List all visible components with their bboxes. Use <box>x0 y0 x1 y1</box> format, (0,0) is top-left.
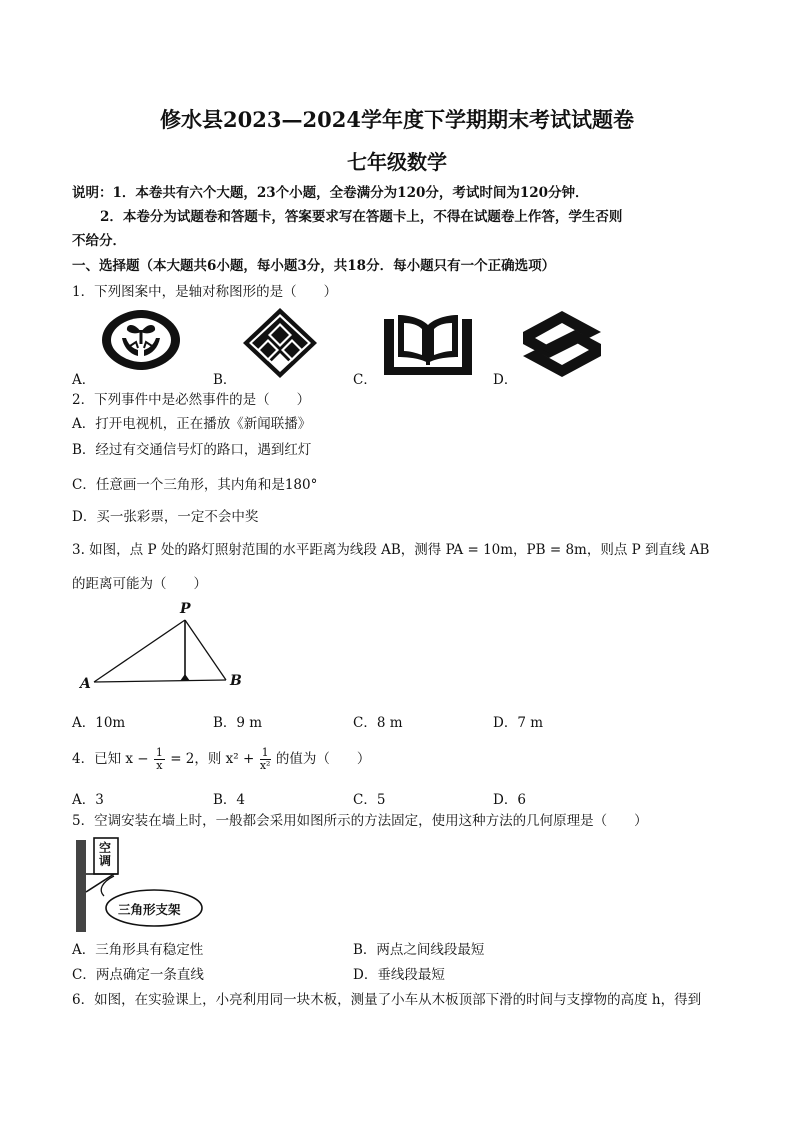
q4-frac1-num: 1 <box>155 746 163 759</box>
q3-option-a: A．10m <box>72 715 126 731</box>
q4-option-b: B．4 <box>213 792 246 808</box>
q4-stem <box>72 744 370 774</box>
q4-option-a: A．3 <box>72 792 104 808</box>
note-line-3: 不给分． <box>72 233 126 249</box>
page-title: 修水县2023—2024学年度下学期期末考试试题卷 <box>160 107 634 132</box>
q3-triangle-figure <box>78 602 248 692</box>
q4-prefix: 4．已知 x − <box>72 751 149 767</box>
diamond-pattern-icon <box>242 307 318 379</box>
q5-option-d: D．垂线段最短 <box>353 967 445 983</box>
q5-bubble-label: 三角形支架 <box>118 902 181 917</box>
open-book-icon <box>382 313 474 377</box>
section-heading: 一、选择题（本大题共6小题，每小题3分，共18分．每小题只有一个正确选项） <box>72 258 556 274</box>
plant-hands-icon <box>100 308 182 372</box>
note-line-1: 说明：1．本卷共有六个大题，23个小题，全卷满分为120分，考试时间为120分钟． <box>72 185 589 201</box>
q1-stem: 1．下列图案中，是轴对称图形的是（ ） <box>72 284 338 300</box>
q4-frac2-num: 1 <box>261 746 269 759</box>
q4-fraction-1 <box>154 747 165 772</box>
q3-label-b: B <box>230 673 242 689</box>
q1-option-c: C． <box>353 372 377 388</box>
q6-stem: 6．如图，在实验课上，小亮利用同一块木板，测量了小车从木板顶部下滑的时间与支撑物的高度 h，得到 <box>72 992 702 1008</box>
q1-option-a: A． <box>72 372 96 388</box>
q5-option-c: C．两点确定一条直线 <box>72 967 204 983</box>
q4-suffix: 的值为（ ） <box>275 751 371 767</box>
note-line-2: 2．本卷分为试题卷和答题卡，答案要求写在答题卡上，不得在试题卷上作答，学生否则 <box>100 209 623 225</box>
q1-option-d: D． <box>493 372 518 388</box>
q2-option-a: A．打开电视机，正在播放《新闻联播》 <box>72 416 312 432</box>
q3-label-a: A <box>80 676 91 692</box>
q5-ac-label: 空调 <box>98 841 111 868</box>
page-subtitle: 七年级数学 <box>347 150 447 174</box>
q2-option-b: B．经过有交通信号灯的路口，遇到红灯 <box>72 442 312 458</box>
q4-fraction-2 <box>260 747 271 772</box>
q3-option-b: B．9 m <box>213 715 263 731</box>
q4-option-c: C．5 <box>353 792 386 808</box>
s-shape-icon <box>521 310 603 378</box>
q4-frac1-den: x <box>156 759 163 772</box>
q5-option-a: A．三角形具有稳定性 <box>72 942 204 958</box>
q2-option-c: C．任意画一个三角形，其内角和是180° <box>72 477 318 493</box>
q1-option-b: B． <box>213 372 237 388</box>
q3-label-p: P <box>180 601 191 617</box>
q3-option-d: D．7 m <box>493 715 544 731</box>
q5-ac-figure <box>74 836 204 936</box>
q3-stem-line-2: 的距离可能为（ ） <box>72 576 207 592</box>
q2-stem: 2．下列事件中是必然事件的是（ ） <box>72 392 311 408</box>
q3-option-c: C．8 m <box>353 715 403 731</box>
q4-mid: = 2，则 x² + <box>170 751 255 767</box>
q4-frac2-den: x² <box>259 759 271 772</box>
q5-stem: 5．空调安装在墙上时，一般都会采用如图所示的方法固定，使用这种方法的几何原理是（ ） <box>72 813 648 829</box>
q4-option-d: D．6 <box>493 792 526 808</box>
q5-option-b: B．两点之间线段最短 <box>353 942 485 958</box>
q2-option-d: D．买一张彩票，一定不会中奖 <box>72 509 259 525</box>
q3-stem-line-1: 3. 如图，点 P 处的路灯照射范围的水平距离为线段 AB，测得 PA = 10m，PB = 8m，则点 P 到直线 AB <box>72 542 710 558</box>
